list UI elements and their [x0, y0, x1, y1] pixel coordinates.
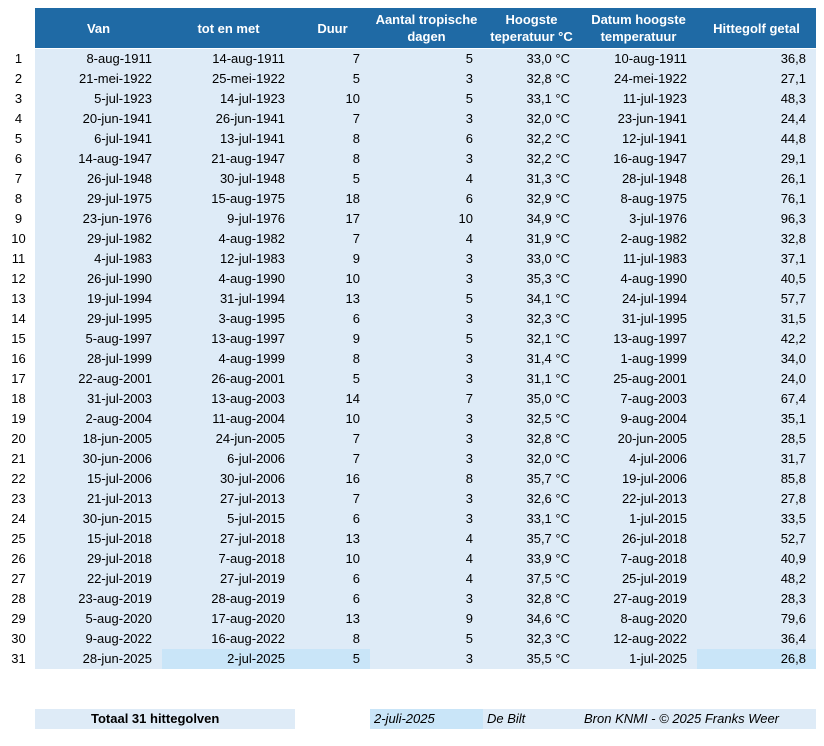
cell-hoogste-temp[interactable]: 32,3 °C	[483, 309, 580, 329]
cell-hittegolf-getal[interactable]: 48,2	[697, 569, 816, 589]
cell-hoogste-temp[interactable]: 35,7 °C	[483, 469, 580, 489]
cell-hoogste-temp[interactable]: 32,5 °C	[483, 409, 580, 429]
cell-hoogste-temp[interactable]: 32,0 °C	[483, 449, 580, 469]
table-row	[0, 649, 824, 669]
table-row	[0, 289, 824, 309]
table-row	[0, 109, 824, 129]
cell-datum-hoogste[interactable]: 7-aug-2003	[580, 389, 697, 409]
row-number: 11	[11, 251, 26, 266]
cell-tropische-dagen[interactable]: 3	[370, 509, 483, 529]
cell-tot-en-met[interactable]: 4-aug-1982	[162, 229, 295, 249]
table-row	[0, 269, 824, 289]
cell-hittegolf-getal[interactable]: 33,5	[697, 509, 816, 529]
table-row	[0, 489, 824, 509]
table-row	[0, 629, 824, 649]
cell-hoogste-temp[interactable]: 33,0 °C	[483, 249, 580, 269]
row-number: 16	[11, 351, 26, 366]
cell-tot-en-met[interactable]: 9-jul-1976	[162, 209, 295, 229]
table-row	[0, 509, 824, 529]
cell-van[interactable]: 28-jul-1999	[35, 349, 162, 369]
cell-hittegolf-getal[interactable]: 42,2	[697, 329, 816, 349]
cell-datum-hoogste[interactable]: 25-jul-2019	[580, 569, 697, 589]
cell-duur[interactable]: 6	[295, 309, 370, 329]
cell-hoogste-temp[interactable]: 33,9 °C	[483, 549, 580, 569]
cell-tropische-dagen[interactable]: 3	[370, 649, 483, 669]
row-number: 14	[11, 311, 26, 326]
row-number: 6	[14, 151, 23, 166]
cell-van[interactable]: 21-mei-1922	[35, 69, 162, 89]
cell-tropische-dagen[interactable]: 4	[370, 569, 483, 589]
cell-datum-hoogste[interactable]: 4-jul-2006	[580, 449, 697, 469]
cell-duur[interactable]: 7	[295, 229, 370, 249]
cell-datum-hoogste[interactable]: 16-aug-1947	[580, 149, 697, 169]
row-number: 24	[11, 511, 26, 526]
cell-tot-en-met[interactable]: 26-aug-2001	[162, 369, 295, 389]
cell-datum-hoogste[interactable]: 1-jul-2025	[580, 649, 697, 669]
row-number: 20	[11, 431, 26, 446]
cell-hittegolf-getal[interactable]: 35,1	[697, 409, 816, 429]
cell-van[interactable]: 15-jul-2018	[35, 529, 162, 549]
cell-duur[interactable]: 7	[295, 429, 370, 449]
table-row	[0, 549, 824, 569]
cell-tot-en-met[interactable]: 12-jul-1983	[162, 249, 295, 269]
cell-tropische-dagen[interactable]: 4	[370, 229, 483, 249]
table-row	[0, 449, 824, 469]
table-row	[0, 369, 824, 389]
cell-tot-en-met[interactable]: 13-aug-1997	[162, 329, 295, 349]
table-row	[0, 389, 824, 409]
cell-duur[interactable]: 5	[295, 169, 370, 189]
cell-hittegolf-getal[interactable]: 27,1	[697, 69, 816, 89]
cell-tropische-dagen[interactable]: 5	[370, 329, 483, 349]
cell-duur[interactable]: 8	[295, 149, 370, 169]
cell-van[interactable]: 29-jul-2018	[35, 549, 162, 569]
cell-tropische-dagen[interactable]: 8	[370, 469, 483, 489]
cell-tropische-dagen[interactable]: 5	[370, 89, 483, 109]
cell-hittegolf-getal[interactable]: 67,4	[697, 389, 816, 409]
table-row	[0, 409, 824, 429]
cell-tropische-dagen[interactable]: 3	[370, 309, 483, 329]
cell-tot-en-met[interactable]: 27-jul-2019	[162, 569, 295, 589]
cell-hoogste-temp[interactable]: 32,9 °C	[483, 189, 580, 209]
total-label: Totaal 31 hittegolven	[35, 709, 295, 729]
cell-van[interactable]: 5-aug-1997	[35, 329, 162, 349]
row-number: 30	[11, 631, 26, 646]
cell-van[interactable]: 29-jul-1975	[35, 189, 162, 209]
cell-tropische-dagen[interactable]: 5	[370, 629, 483, 649]
cell-tropische-dagen[interactable]: 5	[370, 49, 483, 69]
cell-tropische-dagen[interactable]: 3	[370, 349, 483, 369]
cell-tot-en-met[interactable]: 31-jul-1994	[162, 289, 295, 309]
cell-duur[interactable]: 6	[295, 509, 370, 529]
cell-tot-en-met[interactable]: 4-aug-1990	[162, 269, 295, 289]
cell-tot-en-met[interactable]: 21-aug-1947	[162, 149, 295, 169]
cell-hoogste-temp[interactable]: 32,2 °C	[483, 149, 580, 169]
cell-duur[interactable]: 7	[295, 449, 370, 469]
cell-datum-hoogste[interactable]: 31-jul-1995	[580, 309, 697, 329]
cell-tot-en-met[interactable]: 13-jul-1941	[162, 129, 295, 149]
cell-hoogste-temp[interactable]: 35,0 °C	[483, 389, 580, 409]
table-row	[0, 69, 824, 89]
cell-datum-hoogste[interactable]: 3-jul-1976	[580, 209, 697, 229]
row-number: 5	[14, 131, 23, 146]
cell-datum-hoogste[interactable]: 12-jul-1941	[580, 129, 697, 149]
cell-duur[interactable]: 5	[295, 369, 370, 389]
cell-datum-hoogste[interactable]: 13-aug-1997	[580, 329, 697, 349]
cell-tot-en-met[interactable]: 6-jul-2006	[162, 449, 295, 469]
cell-hittegolf-getal[interactable]: 28,3	[697, 589, 816, 609]
cell-van[interactable]: 29-jul-1982	[35, 229, 162, 249]
cell-hittegolf-getal[interactable]: 96,3	[697, 209, 816, 229]
header-datum-hoogste: Datum hoogste temperatuur	[591, 12, 686, 44]
footer-date: 2-juli-2025	[370, 709, 483, 729]
cell-hittegolf-getal[interactable]: 76,1	[697, 189, 816, 209]
cell-hittegolf-getal[interactable]: 44,8	[697, 129, 816, 149]
table-footer	[35, 709, 816, 729]
cell-van[interactable]: 15-jul-2006	[35, 469, 162, 489]
header-duur: Duur	[317, 20, 348, 36]
row-number: 31	[11, 651, 26, 666]
row-number: 27	[11, 571, 26, 586]
cell-datum-hoogste[interactable]: 19-jul-2006	[580, 469, 697, 489]
cell-tot-en-met[interactable]: 3-aug-1995	[162, 309, 295, 329]
cell-datum-hoogste[interactable]: 12-aug-2022	[580, 629, 697, 649]
cell-datum-hoogste[interactable]: 2-aug-1982	[580, 229, 697, 249]
header-hoogste-temperatuur: Hoogste teperatuur °C	[490, 12, 573, 44]
table-row	[0, 89, 824, 109]
cell-tropische-dagen[interactable]: 4	[370, 549, 483, 569]
cell-datum-hoogste[interactable]: 26-jul-2018	[580, 529, 697, 549]
row-number: 1	[14, 51, 23, 66]
table-row	[0, 249, 824, 269]
cell-tot-en-met[interactable]: 30-jul-1948	[162, 169, 295, 189]
cell-van[interactable]: 30-jun-2015	[35, 509, 162, 529]
row-number: 2	[14, 71, 23, 86]
cell-van[interactable]: 18-jun-2005	[35, 429, 162, 449]
cell-hoogste-temp[interactable]: 32,3 °C	[483, 629, 580, 649]
cell-duur[interactable]: 5	[295, 69, 370, 89]
cell-datum-hoogste[interactable]: 10-aug-1911	[580, 49, 697, 69]
table-header	[35, 8, 816, 48]
table-row	[0, 209, 824, 229]
cell-duur[interactable]: 10	[295, 269, 370, 289]
cell-hittegolf-getal[interactable]: 52,7	[697, 529, 816, 549]
cell-tot-en-met[interactable]: 28-aug-2019	[162, 589, 295, 609]
cell-duur[interactable]: 5	[295, 649, 370, 669]
row-number: 4	[14, 111, 23, 126]
cell-datum-hoogste[interactable]: 11-jul-1923	[580, 89, 697, 109]
header-tropische-dagen: Aantal tropische dagen	[375, 12, 478, 44]
cell-datum-hoogste[interactable]: 24-mei-1922	[580, 69, 697, 89]
footer-empty-cell[interactable]	[295, 709, 370, 729]
row-number: 9	[14, 211, 23, 226]
row-number: 17	[11, 371, 26, 386]
cell-datum-hoogste[interactable]: 27-aug-2019	[580, 589, 697, 609]
cell-hittegolf-getal[interactable]: 85,8	[697, 469, 816, 489]
header-tot-en-met: tot en met	[197, 20, 260, 36]
table-row	[0, 149, 824, 169]
cell-duur[interactable]: 8	[295, 129, 370, 149]
cell-tot-en-met[interactable]: 14-jul-1923	[162, 89, 295, 109]
cell-tot-en-met[interactable]: 24-jun-2005	[162, 429, 295, 449]
table-row	[0, 529, 824, 549]
cell-tropische-dagen[interactable]: 3	[370, 409, 483, 429]
row-number: 13	[11, 291, 26, 306]
cell-hittegolf-getal[interactable]: 24,4	[697, 109, 816, 129]
cell-hittegolf-getal[interactable]: 37,1	[697, 249, 816, 269]
cell-hittegolf-getal[interactable]: 31,7	[697, 449, 816, 469]
cell-hoogste-temp[interactable]: 32,0 °C	[483, 109, 580, 129]
cell-duur[interactable]: 18	[295, 189, 370, 209]
cell-datum-hoogste[interactable]: 25-aug-2001	[580, 369, 697, 389]
cell-hoogste-temp[interactable]: 34,1 °C	[483, 289, 580, 309]
cell-tropische-dagen[interactable]: 3	[370, 69, 483, 89]
cell-datum-hoogste[interactable]: 8-aug-2020	[580, 609, 697, 629]
cell-hittegolf-getal[interactable]: 31,5	[697, 309, 816, 329]
cell-duur[interactable]: 13	[295, 609, 370, 629]
cell-hoogste-temp[interactable]: 33,1 °C	[483, 509, 580, 529]
cell-tropische-dagen[interactable]: 3	[370, 369, 483, 389]
cell-van[interactable]: 26-jul-1948	[35, 169, 162, 189]
cell-hittegolf-getal[interactable]: 40,5	[697, 269, 816, 289]
cell-van[interactable]: 6-jul-1941	[35, 129, 162, 149]
cell-van[interactable]: 14-aug-1947	[35, 149, 162, 169]
footer-source: Bron KNMI - © 2025 Franks Weer	[580, 709, 816, 729]
cell-van[interactable]: 28-jun-2025	[35, 649, 162, 669]
cell-tropische-dagen[interactable]: 10	[370, 209, 483, 229]
cell-tot-en-met[interactable]: 16-aug-2022	[162, 629, 295, 649]
cell-hittegolf-getal[interactable]: 48,3	[697, 89, 816, 109]
header-van: Van	[86, 20, 111, 36]
cell-datum-hoogste[interactable]: 4-aug-1990	[580, 269, 697, 289]
cell-van[interactable]: 30-jun-2006	[35, 449, 162, 469]
cell-tropische-dagen[interactable]: 4	[370, 169, 483, 189]
cell-van[interactable]: 31-jul-2003	[35, 389, 162, 409]
row-number: 3	[14, 91, 23, 106]
cell-tropische-dagen[interactable]: 3	[370, 489, 483, 509]
cell-tropische-dagen[interactable]: 3	[370, 109, 483, 129]
cell-duur[interactable]: 6	[295, 569, 370, 589]
cell-van[interactable]: 22-aug-2001	[35, 369, 162, 389]
row-number: 7	[14, 171, 23, 186]
cell-hoogste-temp[interactable]: 32,8 °C	[483, 69, 580, 89]
cell-duur[interactable]: 17	[295, 209, 370, 229]
cell-tot-en-met[interactable]: 17-aug-2020	[162, 609, 295, 629]
cell-tot-en-met[interactable]: 5-jul-2015	[162, 509, 295, 529]
cell-tot-en-met[interactable]: 13-aug-2003	[162, 389, 295, 409]
row-number: 25	[11, 531, 26, 546]
table-row	[0, 189, 824, 209]
cell-hoogste-temp[interactable]: 32,6 °C	[483, 489, 580, 509]
cell-hoogste-temp[interactable]: 32,2 °C	[483, 129, 580, 149]
row-number: 28	[11, 591, 26, 606]
cell-van[interactable]: 5-jul-1923	[35, 89, 162, 109]
cell-hittegolf-getal[interactable]: 57,7	[697, 289, 816, 309]
footer-location: De Bilt	[483, 709, 580, 729]
row-number: 23	[11, 491, 26, 506]
cell-datum-hoogste[interactable]: 28-jul-1948	[580, 169, 697, 189]
cell-hoogste-temp[interactable]: 35,5 °C	[483, 649, 580, 669]
cell-tropische-dagen[interactable]: 3	[370, 449, 483, 469]
cell-van[interactable]: 22-jul-2019	[35, 569, 162, 589]
cell-tot-en-met[interactable]: 27-jul-2013	[162, 489, 295, 509]
cell-duur[interactable]: 7	[295, 49, 370, 69]
cell-van[interactable]: 8-aug-1911	[35, 49, 162, 69]
cell-hittegolf-getal[interactable]: 28,5	[697, 429, 816, 449]
cell-datum-hoogste[interactable]: 22-jul-2013	[580, 489, 697, 509]
cell-duur[interactable]: 16	[295, 469, 370, 489]
cell-van[interactable]: 23-jun-1976	[35, 209, 162, 229]
cell-hoogste-temp[interactable]: 33,1 °C	[483, 89, 580, 109]
cell-hoogste-temp[interactable]: 35,7 °C	[483, 529, 580, 549]
cell-hoogste-temp[interactable]: 35,3 °C	[483, 269, 580, 289]
cell-hittegolf-getal[interactable]: 24,0	[697, 369, 816, 389]
row-number: 29	[11, 611, 26, 626]
cell-tot-en-met[interactable]: 14-aug-1911	[162, 49, 295, 69]
table-row	[0, 169, 824, 189]
table-row	[0, 229, 824, 249]
cell-van[interactable]: 2-aug-2004	[35, 409, 162, 429]
cell-hittegolf-getal[interactable]: 34,0	[697, 349, 816, 369]
cell-tropische-dagen[interactable]: 3	[370, 429, 483, 449]
row-number: 18	[11, 391, 26, 406]
cell-datum-hoogste[interactable]: 23-jun-1941	[580, 109, 697, 129]
cell-duur[interactable]: 8	[295, 349, 370, 369]
table-row	[0, 469, 824, 489]
cell-hoogste-temp[interactable]: 31,3 °C	[483, 169, 580, 189]
cell-tropische-dagen[interactable]: 5	[370, 289, 483, 309]
table-row	[0, 429, 824, 449]
cell-van[interactable]: 19-jul-1994	[35, 289, 162, 309]
table-row	[0, 49, 824, 69]
cell-tropische-dagen[interactable]: 6	[370, 189, 483, 209]
cell-datum-hoogste[interactable]: 1-aug-1999	[580, 349, 697, 369]
cell-hittegolf-getal[interactable]: 36,4	[697, 629, 816, 649]
cell-hittegolf-getal[interactable]: 29,1	[697, 149, 816, 169]
cell-tropische-dagen[interactable]: 6	[370, 129, 483, 149]
cell-duur[interactable]: 13	[295, 289, 370, 309]
cell-hoogste-temp[interactable]: 37,5 °C	[483, 569, 580, 589]
cell-hittegolf-getal[interactable]: 26,8	[697, 649, 816, 669]
cell-duur[interactable]: 10	[295, 89, 370, 109]
row-number: 19	[11, 411, 26, 426]
row-number: 15	[11, 331, 26, 346]
cell-hoogste-temp[interactable]: 31,4 °C	[483, 349, 580, 369]
row-number: 26	[11, 551, 26, 566]
cell-van[interactable]: 9-aug-2022	[35, 629, 162, 649]
cell-datum-hoogste[interactable]: 20-jun-2005	[580, 429, 697, 449]
cell-tot-en-met[interactable]: 4-aug-1999	[162, 349, 295, 369]
cell-duur[interactable]: 7	[295, 489, 370, 509]
cell-duur[interactable]: 9	[295, 329, 370, 349]
cell-duur[interactable]: 10	[295, 409, 370, 429]
cell-tropische-dagen[interactable]: 3	[370, 589, 483, 609]
row-number: 21	[11, 451, 26, 466]
cell-hoogste-temp[interactable]: 32,1 °C	[483, 329, 580, 349]
cell-tot-en-met[interactable]: 2-jul-2025	[162, 649, 295, 669]
cell-hittegolf-getal[interactable]: 40,9	[697, 549, 816, 569]
table-row	[0, 569, 824, 589]
cell-tropische-dagen[interactable]: 9	[370, 609, 483, 629]
cell-van[interactable]: 5-aug-2020	[35, 609, 162, 629]
cell-tropische-dagen[interactable]: 3	[370, 249, 483, 269]
cell-hittegolf-getal[interactable]: 79,6	[697, 609, 816, 629]
cell-van[interactable]: 21-jul-2013	[35, 489, 162, 509]
cell-duur[interactable]: 10	[295, 549, 370, 569]
cell-tot-en-met[interactable]: 27-jul-2018	[162, 529, 295, 549]
cell-hoogste-temp[interactable]: 31,9 °C	[483, 229, 580, 249]
cell-tot-en-met[interactable]: 7-aug-2018	[162, 549, 295, 569]
cell-tropische-dagen[interactable]: 4	[370, 529, 483, 549]
cell-hoogste-temp[interactable]: 34,9 °C	[483, 209, 580, 229]
cell-van[interactable]: 23-aug-2019	[35, 589, 162, 609]
cell-tot-en-met[interactable]: 26-jun-1941	[162, 109, 295, 129]
cell-tot-en-met[interactable]: 30-jul-2006	[162, 469, 295, 489]
cell-duur[interactable]: 6	[295, 589, 370, 609]
table-row	[0, 349, 824, 369]
cell-van[interactable]: 20-jun-1941	[35, 109, 162, 129]
cell-tropische-dagen[interactable]: 3	[370, 149, 483, 169]
table-row	[0, 329, 824, 349]
cell-duur[interactable]: 14	[295, 389, 370, 409]
cell-hittegolf-getal[interactable]: 27,8	[697, 489, 816, 509]
cell-tot-en-met[interactable]: 11-aug-2004	[162, 409, 295, 429]
cell-van[interactable]: 29-jul-1995	[35, 309, 162, 329]
table-row	[0, 609, 824, 629]
cell-hoogste-temp[interactable]: 32,8 °C	[483, 589, 580, 609]
cell-hoogste-temp[interactable]: 33,0 °C	[483, 49, 580, 69]
table-row	[0, 129, 824, 149]
cell-tropische-dagen[interactable]: 3	[370, 269, 483, 289]
cell-tropische-dagen[interactable]: 7	[370, 389, 483, 409]
table-row	[0, 589, 824, 609]
cell-hittegolf-getal[interactable]: 32,8	[697, 229, 816, 249]
cell-hittegolf-getal[interactable]: 26,1	[697, 169, 816, 189]
cell-duur[interactable]: 8	[295, 629, 370, 649]
cell-datum-hoogste[interactable]: 9-aug-2004	[580, 409, 697, 429]
cell-tot-en-met[interactable]: 15-aug-1975	[162, 189, 295, 209]
cell-van[interactable]: 4-jul-1983	[35, 249, 162, 269]
cell-duur[interactable]: 9	[295, 249, 370, 269]
row-number: 8	[14, 191, 23, 206]
header-hittegolf-getal: Hittegolf getal	[713, 20, 800, 36]
cell-duur[interactable]: 7	[295, 109, 370, 129]
cell-tot-en-met[interactable]: 25-mei-1922	[162, 69, 295, 89]
cell-hittegolf-getal[interactable]: 36,8	[697, 49, 816, 69]
cell-hoogste-temp[interactable]: 34,6 °C	[483, 609, 580, 629]
row-number: 22	[11, 471, 26, 486]
row-number: 12	[11, 271, 26, 286]
cell-duur[interactable]: 13	[295, 529, 370, 549]
cell-hoogste-temp[interactable]: 31,1 °C	[483, 369, 580, 389]
cell-datum-hoogste[interactable]: 11-jul-1983	[580, 249, 697, 269]
cell-van[interactable]: 26-jul-1990	[35, 269, 162, 289]
cell-datum-hoogste[interactable]: 1-jul-2015	[580, 509, 697, 529]
row-number: 10	[11, 231, 26, 246]
cell-datum-hoogste[interactable]: 24-jul-1994	[580, 289, 697, 309]
cell-datum-hoogste[interactable]: 7-aug-2018	[580, 549, 697, 569]
cell-hoogste-temp[interactable]: 32,8 °C	[483, 429, 580, 449]
table-row	[0, 309, 824, 329]
cell-datum-hoogste[interactable]: 8-aug-1975	[580, 189, 697, 209]
